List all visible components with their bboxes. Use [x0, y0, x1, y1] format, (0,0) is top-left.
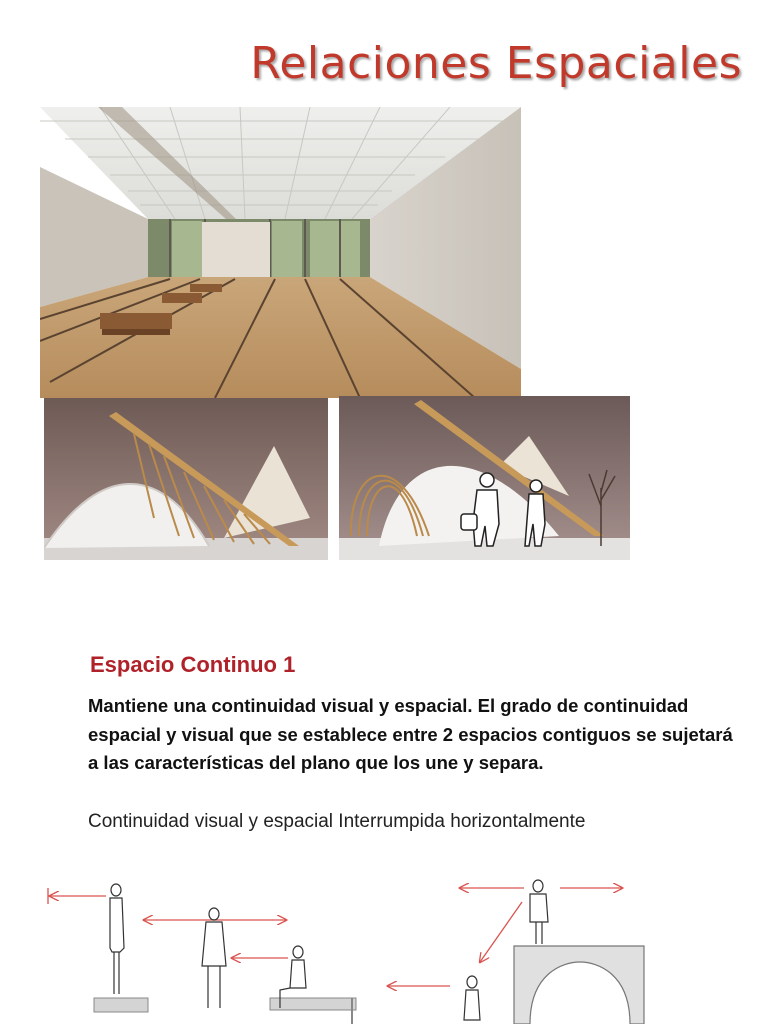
architectural-model-photo-right	[339, 396, 630, 560]
gallery-interior-photo	[40, 107, 521, 398]
architectural-model-photo-left	[44, 398, 328, 560]
section-heading: Espacio Continuo 1	[90, 652, 296, 677]
description-paragraph: Mantiene una continuidad visual y espacial. El grado de continuidad espacial y visual que se establece entre 2 espacios contiguos se sujetará a las características del plano que los une y separa.	[88, 695, 733, 773]
slide-title: Relaciones Espaciales	[250, 38, 742, 89]
section-sketch-right	[384, 870, 674, 1024]
caption-text: Continuidad visual y espacial Interrumpida horizontalmente	[88, 811, 586, 832]
sightline-sketch-left	[40, 870, 370, 1024]
